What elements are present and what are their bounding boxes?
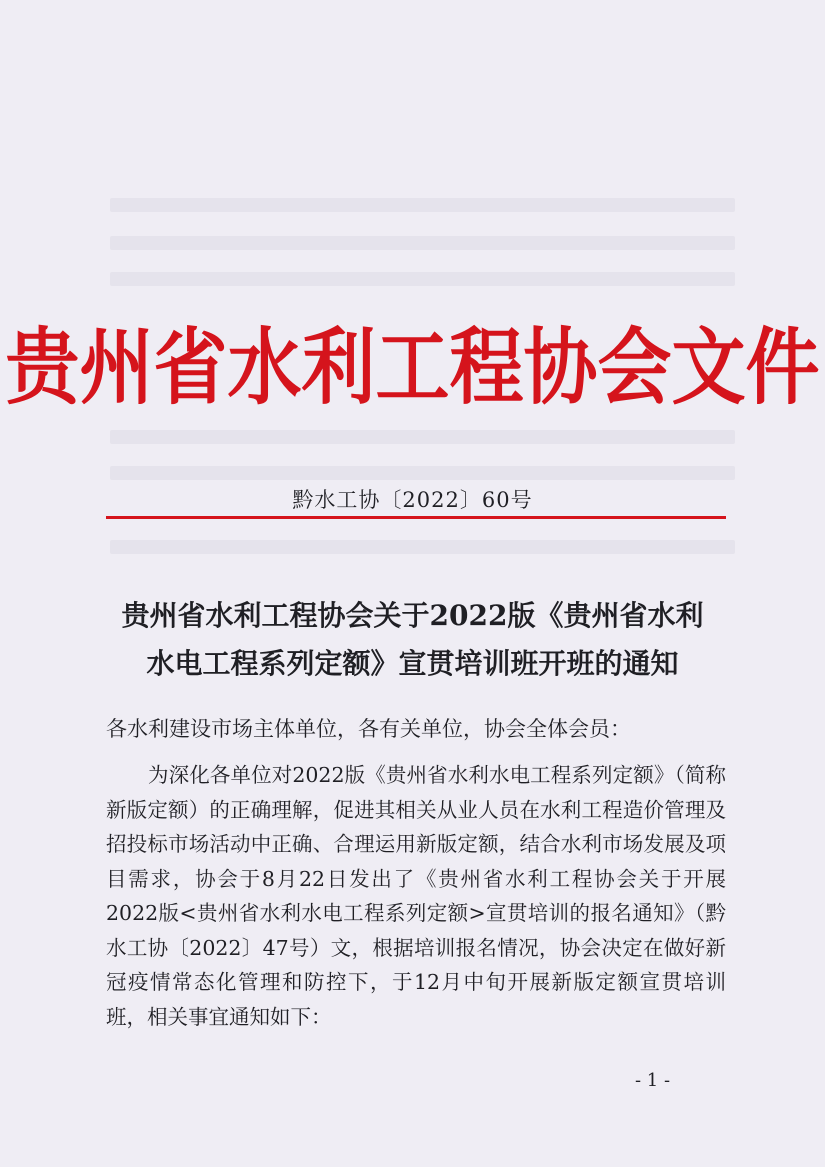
page-number: - 1 - — [634, 1070, 671, 1091]
document-number: 黔水工协〔2022〕60号 — [292, 488, 533, 512]
bleed-through-line — [110, 272, 735, 286]
bleed-through-line — [110, 198, 735, 212]
document-header-title: 贵州省水利工程协会文件 — [5, 319, 820, 417]
notice-title-line-1: 贵州省水利工程协会关于2022版《贵州省水利 — [121, 599, 704, 632]
body-paragraph: 为深化各单位对2022版《贵州省水利水电工程系列定额》（简称新版定额）的正确理解，促进其相关从业人员在水利工程造价管理及招投标市场活动中正确、合理运用新版定额，结合水利市场发展及项目需求，协会于8月22日发出了《贵州省水利工程协会关于开展2022版<贵州省水利水电工程系列定额>宣贯培训的报名通知》（黔水工协〔2022〕47号）文，根据培训报名情况，协会决定在做好新冠疫情常态化管理和防控下，于12月中旬开展新版定额宣贯培训班，相关事宜通知如下： — [106, 763, 726, 1029]
bleed-through-line — [110, 466, 735, 480]
bleed-through-line — [110, 430, 735, 444]
bleed-through-line — [110, 236, 735, 250]
bleed-through-line — [110, 540, 735, 554]
notice-title-line-2: 水电工程系列定额》宣贯培训班开班的通知 — [146, 647, 679, 680]
notice-title — [60, 592, 765, 688]
red-divider-line — [106, 516, 726, 519]
salutation: 各水利建设市场主体单位，各有关单位，协会全体会员： — [106, 717, 631, 741]
